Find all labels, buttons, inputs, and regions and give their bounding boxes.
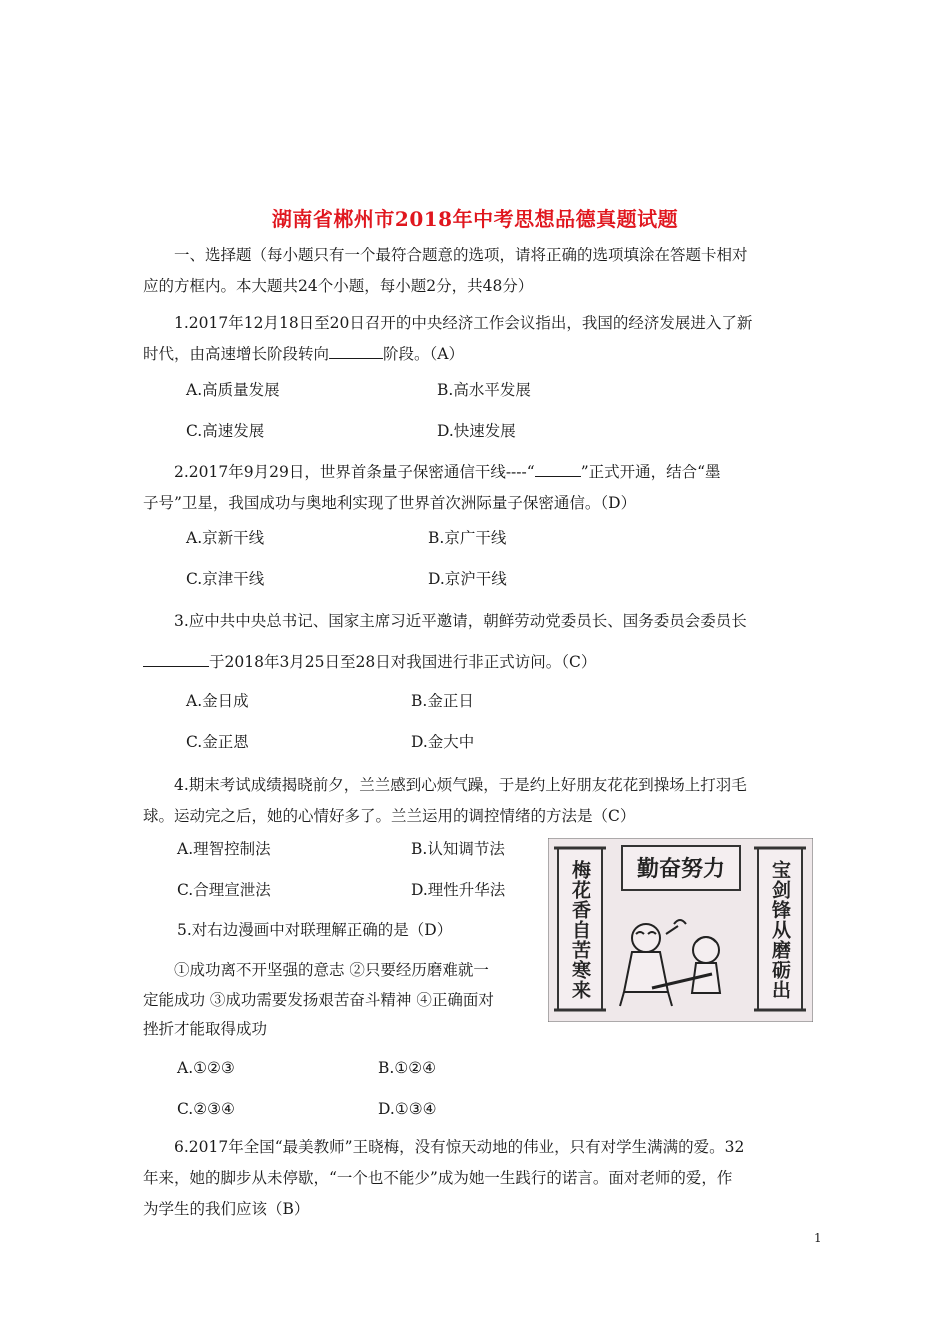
question-3-line	[143, 650, 596, 672]
option-b: B.高水平发展	[437, 381, 531, 399]
left-couplet: 梅花香自苦寒来	[569, 860, 591, 1000]
question-line: 4.期末考试成绩揭晓前夕，兰兰感到心烦气躁，于是约上好朋友花花到操场上打羽毛	[174, 776, 747, 794]
question-line	[143, 339, 808, 370]
option-d: D.理性升华法	[411, 881, 506, 899]
top-banner: 勤奋努力	[636, 857, 726, 882]
option-c: C.合理宣泄法	[177, 881, 271, 899]
question-line	[143, 457, 808, 488]
question-line: 年来，她的脚步从未停歇，“一个也不能少”成为她一生践行的诺言。面对老师的爱，作	[143, 1169, 733, 1187]
page-title: 湖南省郴州市2018年中考思想品德真题试题	[271, 207, 679, 231]
option-c: C.②③④	[177, 1100, 235, 1118]
option-b: B.①②④	[378, 1059, 437, 1077]
option-a: A.京新干线	[186, 529, 265, 547]
question-6	[143, 1132, 808, 1225]
option-a: A.金日成	[186, 692, 249, 710]
question-5-line: ①成功离不开坚强的意志 ②只要经历磨难就一	[174, 961, 489, 979]
option-a: A.高质量发展	[186, 381, 280, 399]
option-c: C.高速发展	[186, 422, 265, 440]
option-d: D.金大中	[411, 733, 475, 751]
question-text: 2.2017年9月29日，世界首条量子保密通信干线----“	[174, 463, 535, 481]
couplet-cartoon-illustration	[548, 838, 813, 1022]
question-3-line: 3.应中共中央总书记、国家主席习近平邀请，朝鲜劳动党委员长、国务委员会委员长	[174, 612, 747, 630]
question-2	[143, 457, 808, 519]
option-c: C.京津干线	[186, 570, 265, 588]
question-5-line: 定能成功 ③成功需要发扬艰苦奋斗精神 ④正确面对	[143, 991, 494, 1009]
option-c: C.金正恩	[186, 733, 249, 751]
question-line: 子号”卫星，我国成功与奥地利实现了世界首次洲际量子保密通信。（D）	[143, 494, 637, 512]
section-line: 应的方框内。本大题共24个小题，每小题2分，共48分）	[143, 277, 534, 295]
question-text: 时代，由高速增长阶段转向	[143, 345, 330, 363]
option-a: A.理智控制法	[177, 840, 271, 858]
question-4	[143, 770, 808, 832]
question-line: 球。运动完之后，她的心情好多了。兰兰运用的调控情绪的方法是（C）	[143, 807, 636, 825]
question-5-line: 挫折才能取得成功	[143, 1020, 268, 1038]
question-5-stem: 5.对右边漫画中对联理解正确的是（D）	[177, 921, 453, 939]
question-text: 于2018年3月25日至28日对我国进行非正式访问。（C）	[209, 653, 597, 671]
option-b: B.认知调节法	[411, 840, 505, 858]
answer-blank	[535, 460, 581, 477]
option-d: D.京沪干线	[428, 570, 507, 588]
section-instructions	[143, 240, 808, 302]
question-text: 阶段。（A）	[383, 345, 464, 363]
answer-blank	[143, 650, 209, 667]
question-line: 1.2017年12月18日至20日召开的中央经济工作会议指出，我国的经济发展进入了新	[174, 314, 753, 332]
right-couplet: 宝剑锋从磨砺出	[769, 860, 791, 1000]
question-1	[143, 308, 808, 370]
option-d: D.快速发展	[437, 422, 516, 440]
option-b: B.京广干线	[428, 529, 507, 547]
option-a: A.①②③	[177, 1059, 235, 1077]
page-number: 1	[814, 1231, 822, 1245]
answer-blank	[329, 342, 383, 359]
question-text: ”正式开通，结合“墨	[580, 463, 721, 481]
question-line: 6.2017年全国“最美教师”王晓梅，没有惊天动地的伟业，只有对学生满满的爱。32	[174, 1138, 745, 1156]
question-line: 为学生的我们应该（B）	[143, 1200, 310, 1218]
option-d: D.①③④	[378, 1100, 437, 1118]
option-b: B.金正日	[411, 692, 474, 710]
section-line: 一、选择题（每小题只有一个最符合题意的选项，请将正确的选项填涂在答题卡相对	[174, 246, 748, 264]
